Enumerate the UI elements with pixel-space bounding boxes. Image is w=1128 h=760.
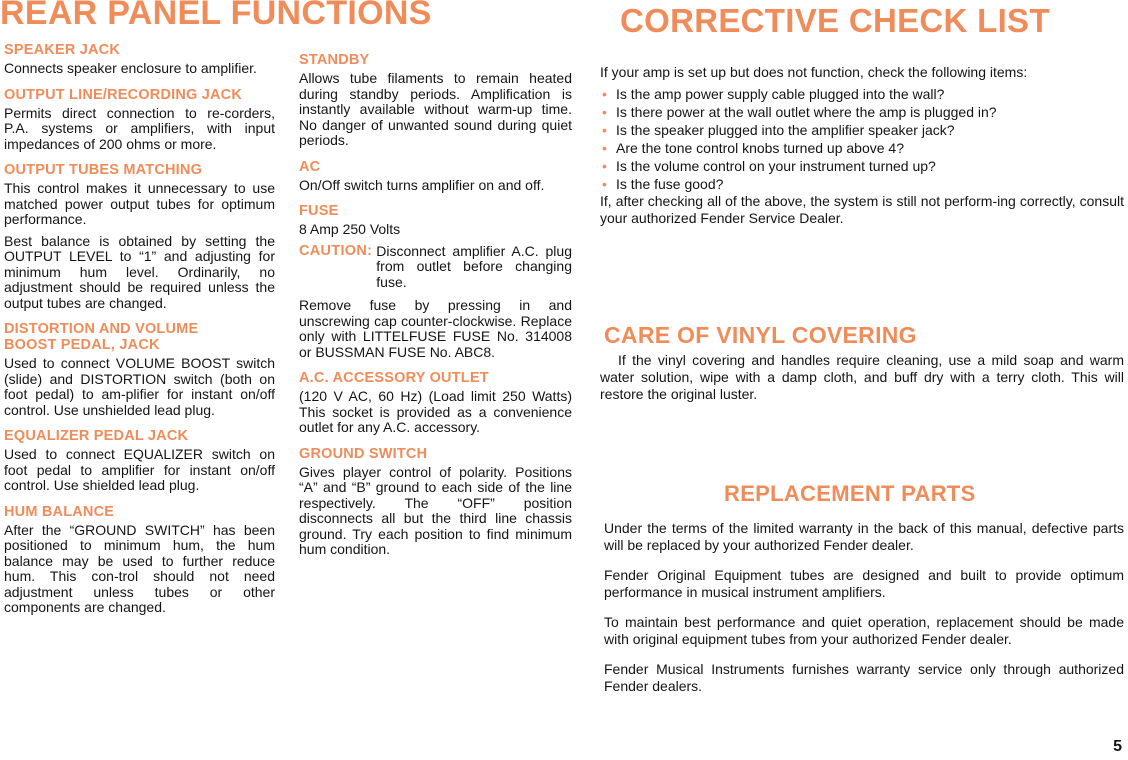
- checklist-item-text: Is the fuse good?: [616, 176, 724, 192]
- standby-text: Allows tube filaments to remain heated during standby periods. Amplification is instantly available without warm-up time. No danger of unwanted sound during quiet periods.: [299, 70, 572, 148]
- distortion-text: Used to connect VOLUME BOOST switch (slide) and DISTORTION switch (both on foot pedal) to am-plifier for instant on/off control. Use unshielded lead plug.: [4, 355, 275, 418]
- checklist-item: [600, 175, 1124, 193]
- speaker-jack-heading: SPEAKER JACK: [4, 42, 121, 58]
- vinyl-text: If the vinyl covering and handles require cleaning, use a mild soap and warm water solution, wipe with a damp cloth, and buff dry with a terry cloth. This will restore the original luster.: [600, 352, 1124, 402]
- output-tubes-text-1: This control makes it unnecessary to use matched power output tubes for optimum performance.: [4, 180, 275, 227]
- speaker-jack-text: Connects speaker enclosure to amplifier.: [4, 60, 257, 76]
- checklist-item-text: Is the amp power supply cable plugged into the wall?: [616, 86, 945, 102]
- checklist-item-text: Is there power at the wall outlet where the amp is plugged in?: [616, 104, 997, 120]
- rear-panel-column-2: [299, 52, 572, 564]
- distortion-heading: [4, 321, 275, 353]
- page-number: 5: [1113, 738, 1122, 755]
- checklist-item: [600, 103, 1124, 121]
- checklist-item-text: Is the volume control on your instrument turned up?: [616, 158, 936, 174]
- bullet-icon: •: [602, 86, 607, 102]
- checklist-items: [600, 85, 1124, 193]
- rear-panel-column-1: [4, 42, 275, 622]
- standby-heading: STANDBY: [299, 52, 370, 68]
- distortion-heading-line-1: DISTORTION AND VOLUME: [4, 321, 199, 337]
- checklist-intro: If your amp is set up but does not function, check the following items:: [600, 64, 1028, 80]
- output-tubes-heading: OUTPUT TUBES MATCHING: [4, 162, 203, 178]
- distortion-heading-line-2: BOOST PEDAL, JACK: [4, 337, 160, 353]
- ground-switch-heading: GROUND SWITCH: [299, 445, 428, 462]
- bullet-icon: •: [602, 140, 607, 156]
- checklist-outro: If, after checking all of the above, the system is still not perform-ing correctly, consult your authorized Fender Service Dealer.: [600, 193, 1124, 226]
- equalizer-heading: EQUALIZER PEDAL JACK: [4, 428, 189, 444]
- checklist-item-text: Are the tone control knobs turned up above 4?: [616, 140, 904, 156]
- accessory-outlet-heading: A.C. ACCESSORY OUTLET: [299, 370, 489, 386]
- output-line-text: Permits direct connection to re-corders, P.A. systems or amplifiers, with input impedances of 200 ohms or more.: [4, 104, 275, 152]
- checklist-item: [600, 157, 1124, 175]
- replacement-section: [604, 520, 1124, 705]
- bullet-icon: •: [602, 122, 607, 138]
- rear-panel-title: REAR PANEL FUNCTIONS: [0, 0, 432, 32]
- checklist-section: [600, 64, 1124, 237]
- equalizer-text: Used to connect EQUALIZER switch on foot pedal to amplifier for instant on/off control. Use shielded lead plug.: [4, 446, 275, 493]
- replacement-p4: Fender Musical Instruments furnishes warranty service only through authorized Fender dealers.: [604, 661, 1124, 694]
- vinyl-title: CARE OF VINYL COVERING: [604, 322, 917, 348]
- accessory-outlet-text: (120 V AC, 60 Hz) (Load limit 250 Watts) This socket is provided as a convenience outlet for any A.C. accessory.: [299, 388, 572, 435]
- fuse-heading: FUSE: [299, 203, 339, 219]
- bullet-icon: •: [602, 158, 607, 174]
- replacement-p3: To maintain best performance and quiet operation, replacement should be made with original equipment tubes from your authorized Fender dealer.: [604, 614, 1124, 647]
- ground-switch-text: Gives player control of polarity. Positions “A” and “B” ground to each side of the line respectively. The “OFF” position disconnects all but the third line chassis ground. Try each position to find minimum hum condition.: [299, 463, 572, 557]
- fuse-caution: [299, 244, 572, 291]
- bullet-icon: •: [602, 176, 607, 192]
- checklist-title: CORRECTIVE CHECK LIST: [620, 2, 1050, 39]
- vinyl-section: [600, 352, 1124, 413]
- checklist-item: [600, 85, 1124, 103]
- output-tubes-text-2: Best balance is obtained by setting the OUTPUT LEVEL to “1” and adjusting for minimum hum level. Ordinarily, no adjustment should be required unless the output tubes are changed.: [4, 232, 275, 311]
- hum-balance-text: After the “GROUND SWITCH” has been positioned to minimum hum, the hum balance may be used to further reduce hum. This con-trol should not need adjustment unless tubes or other components are changed.: [4, 521, 275, 615]
- replacement-p2: Fender Original Equipment tubes are designed and built to provide optimum performance in musical instrument amplifiers.: [604, 567, 1124, 600]
- hum-balance-heading: HUM BALANCE: [4, 503, 115, 520]
- checklist-item: [600, 139, 1124, 157]
- output-line-heading: OUTPUT LINE/RECORDING JACK: [4, 86, 243, 103]
- replacement-title: REPLACEMENT PARTS: [724, 481, 976, 506]
- bullet-icon: •: [602, 104, 607, 120]
- ac-heading: AC: [299, 158, 321, 175]
- caution-text: Disconnect amplifier A.C. plug from outlet before changing fuse.: [376, 242, 572, 290]
- fuse-rating: 8 Amp 250 Volts: [299, 221, 401, 237]
- fuse-remove-text: Remove fuse by pressing in and unscrewing cap counter-clockwise. Replace only with LITTELFUSE FUSE No. 314008 or BUSSMAN FUSE No. ABC8.: [299, 297, 572, 360]
- caution-label: CAUTION:: [299, 242, 373, 259]
- checklist-item: [600, 121, 1124, 139]
- replacement-p1: Under the terms of the limited warranty in the back of this manual, defective parts will be replaced by your authorized Fender dealer.: [604, 520, 1124, 553]
- ac-text: On/Off switch turns amplifier on and off.: [299, 176, 545, 193]
- checklist-item-text: Is the speaker plugged into the amplifier speaker jack?: [616, 122, 955, 138]
